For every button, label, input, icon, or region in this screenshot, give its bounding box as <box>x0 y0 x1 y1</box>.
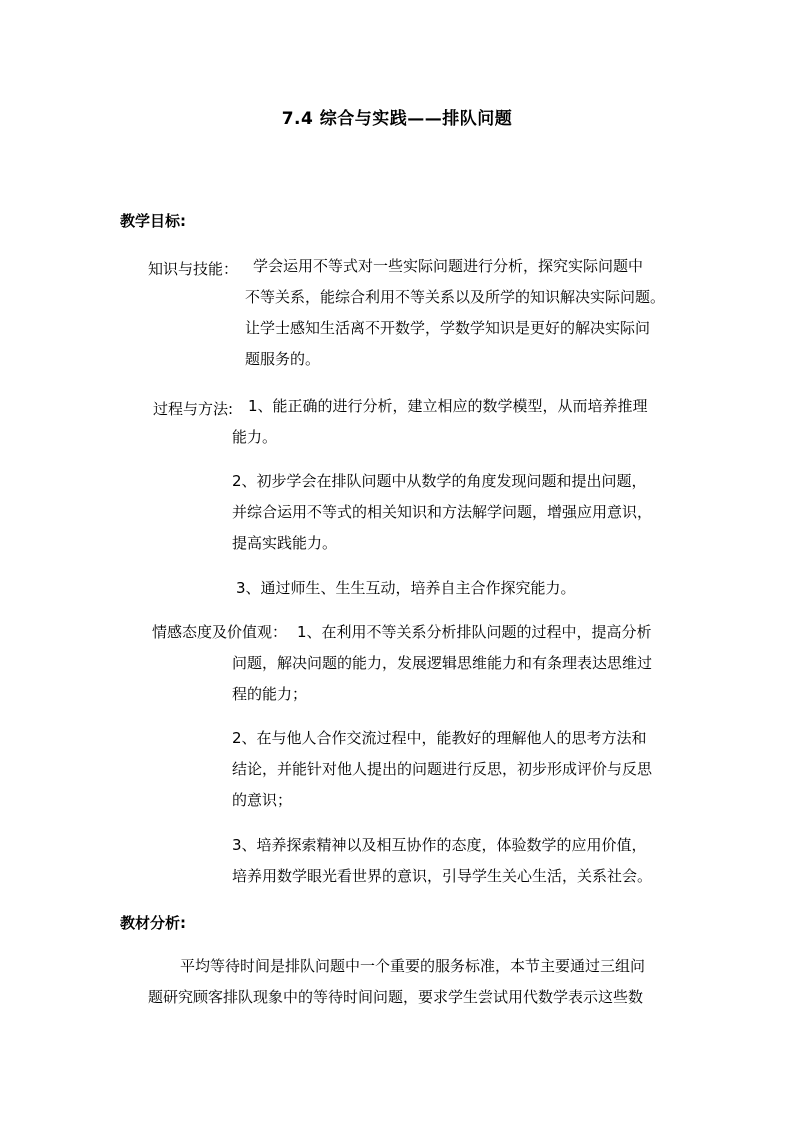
process-item-2-line-1: 2、初步学会在排队问题中从数学的角度发现问题和提出问题， <box>232 472 647 490</box>
emotion-item-1-line-3: 程的能力； <box>232 685 308 703</box>
knowledge-line-1: 学会运用不等式对一些实际问题进行分析，探究实际问题中 <box>253 257 644 275</box>
emotion-item-3-line-1: 3、培养探索精神以及相互协作的态度，体验数学的应用价值， <box>232 836 647 854</box>
emotion-item-1-line-2: 问题，解决问题的能力，发展逻辑思维能力和有条理表达思维过 <box>232 654 653 672</box>
textbook-line-2: 题研究顾客排队现象中的等待时间问题，要求学生尝试用代数学表示这些数 <box>148 988 644 1006</box>
knowledge-label: 知识与技能： <box>148 260 239 278</box>
process-label: 过程与方法: <box>153 400 234 418</box>
objectives-heading: 教学目标: <box>120 212 186 230</box>
emotion-item-1-line-1: 1、在利用不等关系分析排队问题的过程中，提高分析 <box>297 623 652 641</box>
process-item-2-line-2: 并综合运用不等式的相关知识和方法解学问题，增强应用意识， <box>232 503 653 521</box>
emotion-item-2-line-3: 的意识； <box>232 791 293 809</box>
knowledge-line-3: 让学士感知生活离不开数学，学数学知识是更好的解决实际问 <box>245 319 651 337</box>
page-title: 7.4 综合与实践——排队问题 <box>281 109 513 129</box>
textbook-heading: 教材分析: <box>120 914 186 932</box>
process-item-3-line-1: 3、通过师生、生生互动，培养自主合作探究能力。 <box>236 579 576 597</box>
knowledge-line-2: 不等关系，能综合利用不等关系以及所学的知识解决实际问题。 <box>245 288 666 306</box>
emotion-item-2-line-2: 结论，并能针对他人提出的问题进行反思，初步形成评价与反思 <box>232 760 653 778</box>
emotion-item-2-line-1: 2、在与他人合作交流过程中，能教好的理解他人的思考方法和 <box>232 729 647 747</box>
emotion-label: 情感态度及价值观： <box>152 623 288 641</box>
knowledge-line-4: 题服务的。 <box>245 350 321 368</box>
process-item-2-line-3: 提高实践能力。 <box>232 534 338 552</box>
process-item-1-line-2: 能力。 <box>232 428 278 446</box>
process-item-1-line-1: 1、能正确的进行分析，建立相应的数学模型，从而培养推理 <box>248 397 648 415</box>
emotion-item-3-line-2: 培养用数学眼光看世界的意识，引导学生关心生活，关系社会。 <box>232 867 653 885</box>
textbook-line-1: 平均等待时间是排队问题中一个重要的服务标准，本节主要通过三组问 <box>180 957 646 975</box>
